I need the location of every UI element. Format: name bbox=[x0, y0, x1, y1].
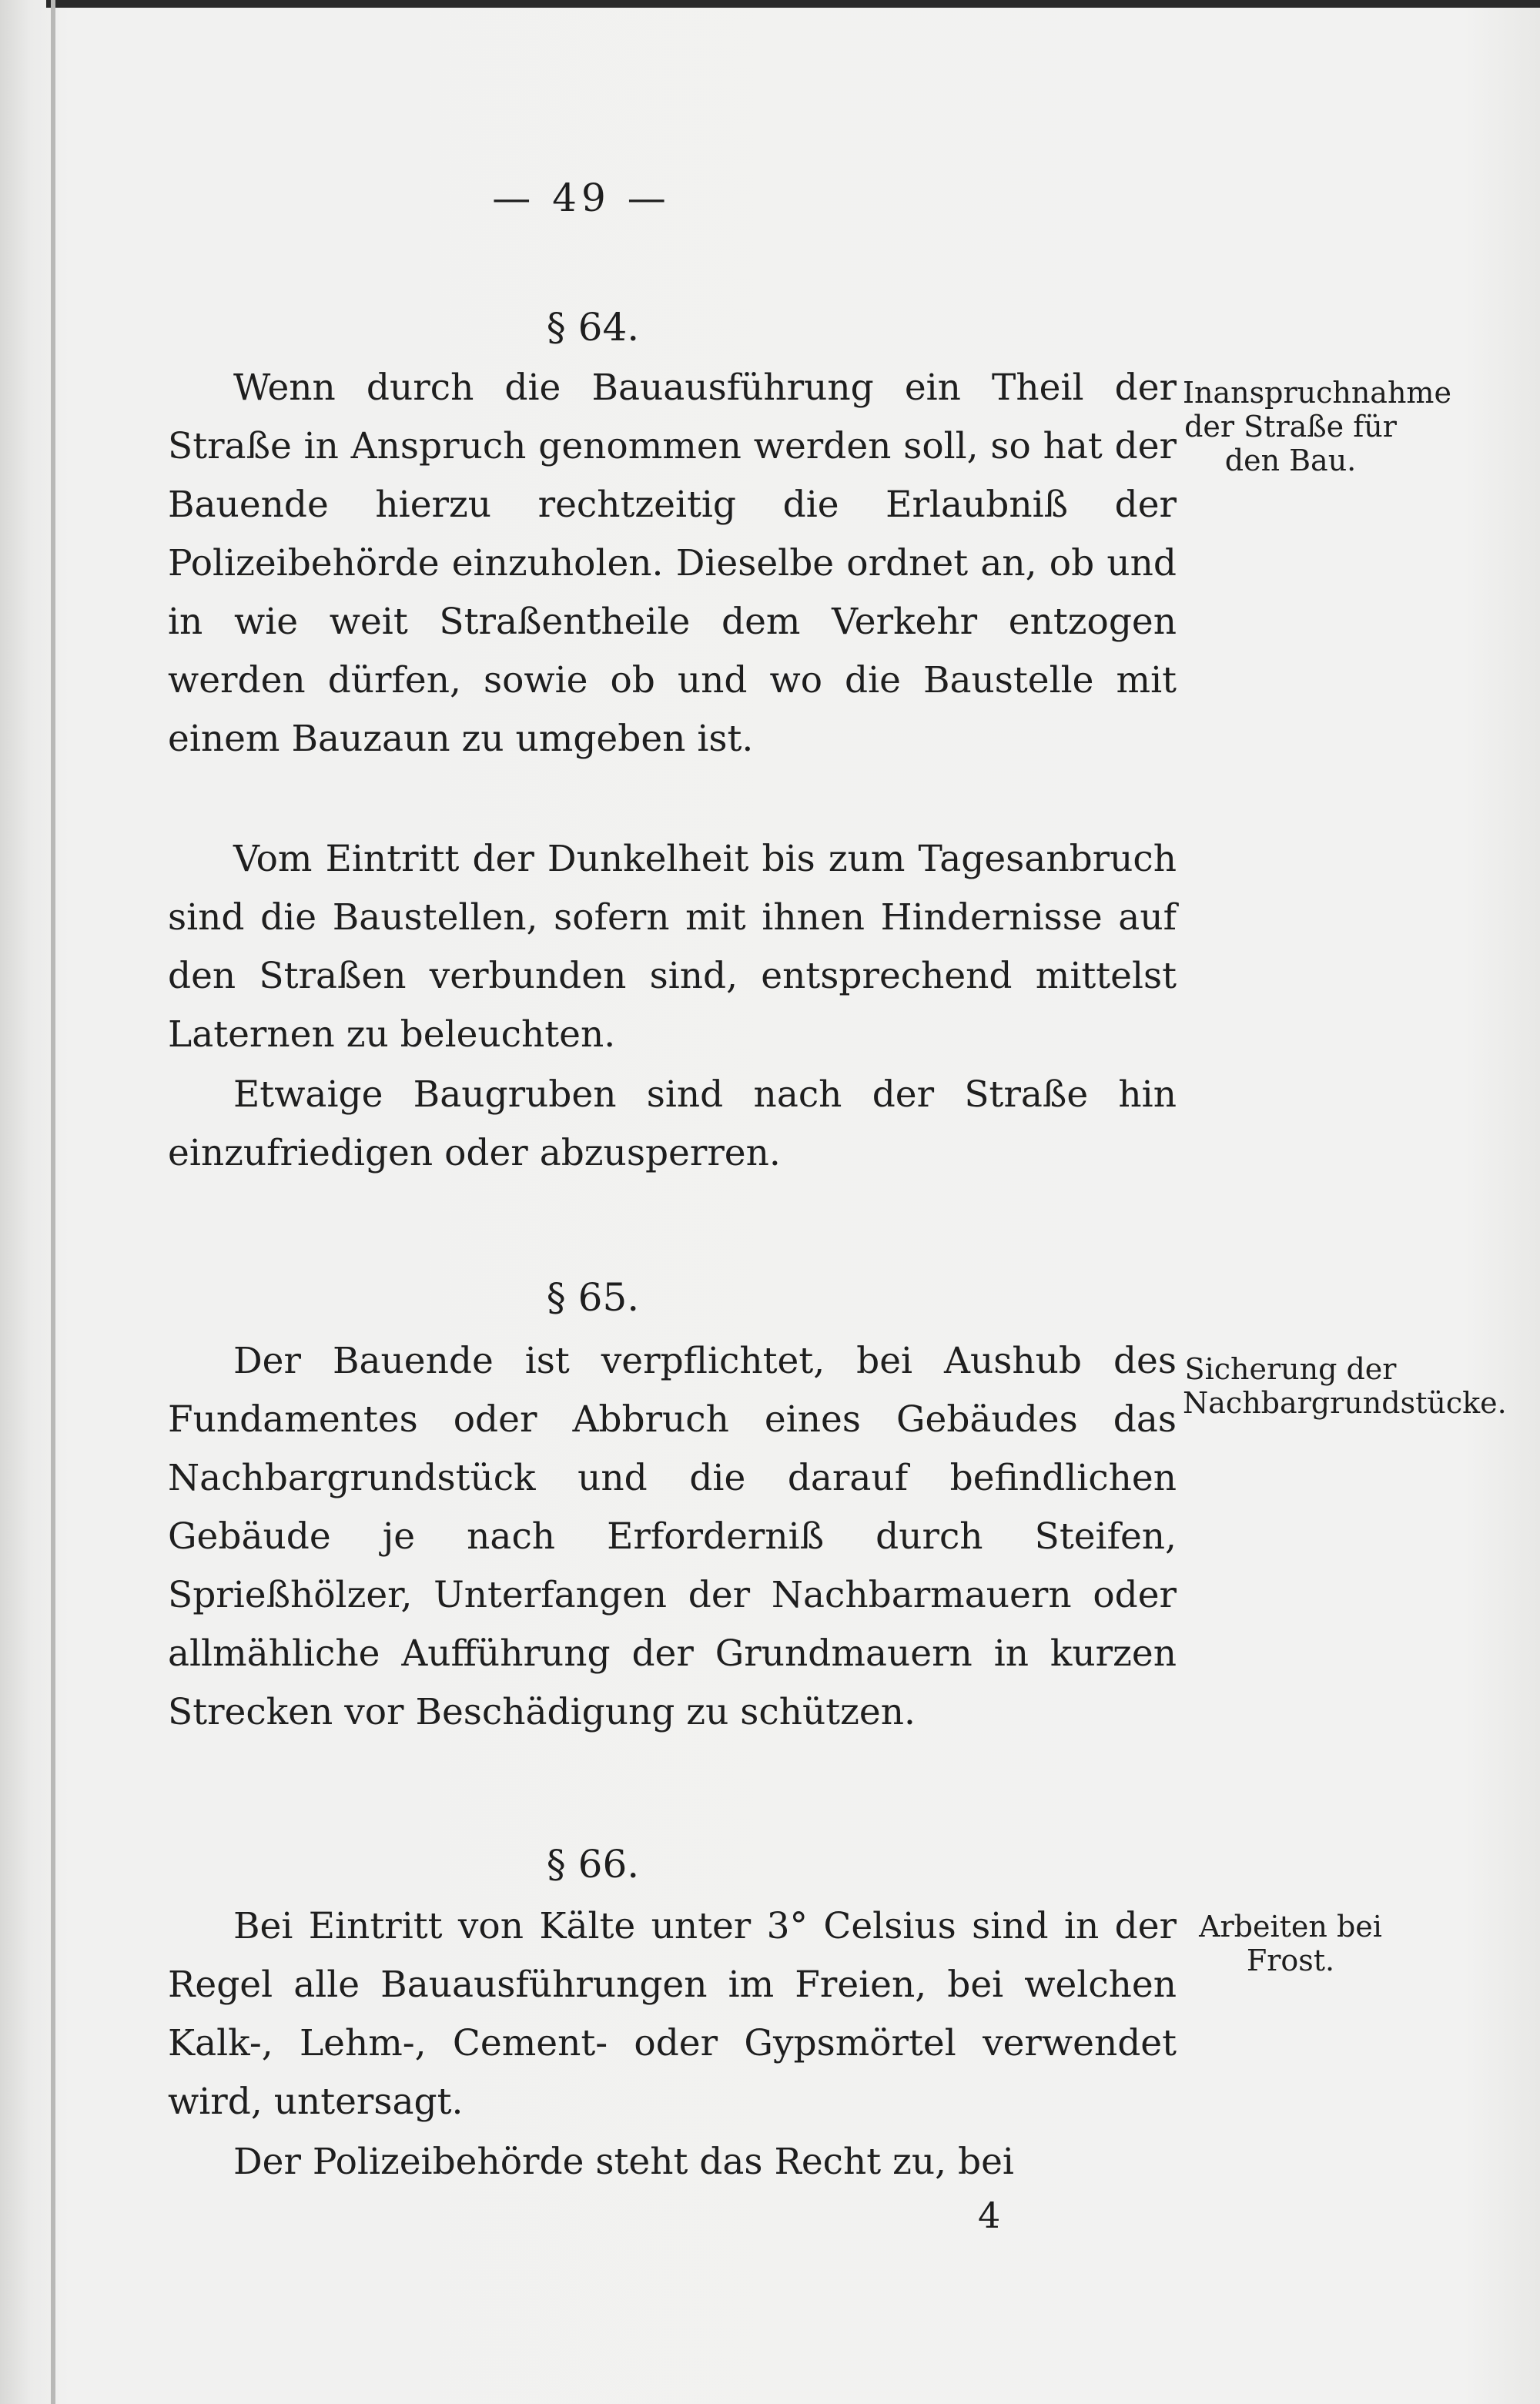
paragraph bbox=[168, 1332, 1177, 1742]
marginal-note: Sicherung der Nachbargrundstücke. bbox=[1183, 1352, 1507, 1420]
paragraph-text: Der Bauende ist verpflichtet, bei Aushub des Fundamentes oder Abbruch eines Gebäudes das Nachbargrundstück und die darauf befindlichen Gebäude je nach Erforderniß durch Steifen, Sprießhölzer, Unterfangen der Nachbarmauern oder allmähliche Aufführung der Grundmauern in kurzen Strecken vor Beschädigung zu schützen. bbox=[168, 1340, 1177, 1733]
section-heading: § 66. bbox=[546, 1842, 640, 1887]
binding-gutter bbox=[51, 0, 55, 2404]
paragraph bbox=[168, 359, 1177, 768]
paragraph-text: Vom Eintritt der Dunkelheit bis zum Tagesanbruch sind die Baustellen, sofern mit ihnen Hindernisse auf den Straßen verbunden sind, entsprechend mittelst Laternen zu beleuchten. bbox=[168, 838, 1177, 1056]
marginal-note: Arbeiten bei Frost. bbox=[1199, 1910, 1382, 1977]
section-heading: § 64. bbox=[546, 305, 640, 350]
paragraph-text: Wenn durch die Bauausführung ein Theil der Straße in Anspruch genommen werden soll, so hat der Bauende hierzu rechtzeitig die Erlaubniß der Polizeibehörde einzuholen. Dieselbe ordnet an, ob und in wie weit Straßentheile dem Verkehr entzogen werden dürfen, sowie ob und wo die Baustelle mit einem Bauzaun zu umgeben ist. bbox=[168, 367, 1177, 760]
paragraph-text: Der Polizeibehörde steht das Recht zu, bei bbox=[233, 2141, 1014, 2183]
section-heading: § 65. bbox=[546, 1275, 640, 1320]
paragraph-text: Bei Eintritt von Kälte unter 3° Celsius sind in der Regel alle Bauausführungen im Freien, bei welchen Kalk-, Lehm-, Cement- oder Gypsmörtel verwendet wird, untersagt. bbox=[168, 1905, 1177, 2123]
paragraph bbox=[168, 2133, 1177, 2191]
paragraph bbox=[168, 1066, 1177, 1183]
page-edge-shadow bbox=[46, 0, 1540, 8]
signature-mark: 4 bbox=[978, 2195, 1001, 2236]
page-header: — 49 — bbox=[492, 176, 671, 220]
paragraph bbox=[168, 830, 1177, 1064]
paragraph bbox=[168, 1897, 1177, 2131]
marginal-note: Inanspruchnahme der Straße für den Bau. bbox=[1183, 376, 1451, 477]
paragraph-text: Etwaige Baugruben sind nach der Straße hin einzufriedigen oder abzusperren. bbox=[168, 1073, 1177, 1174]
